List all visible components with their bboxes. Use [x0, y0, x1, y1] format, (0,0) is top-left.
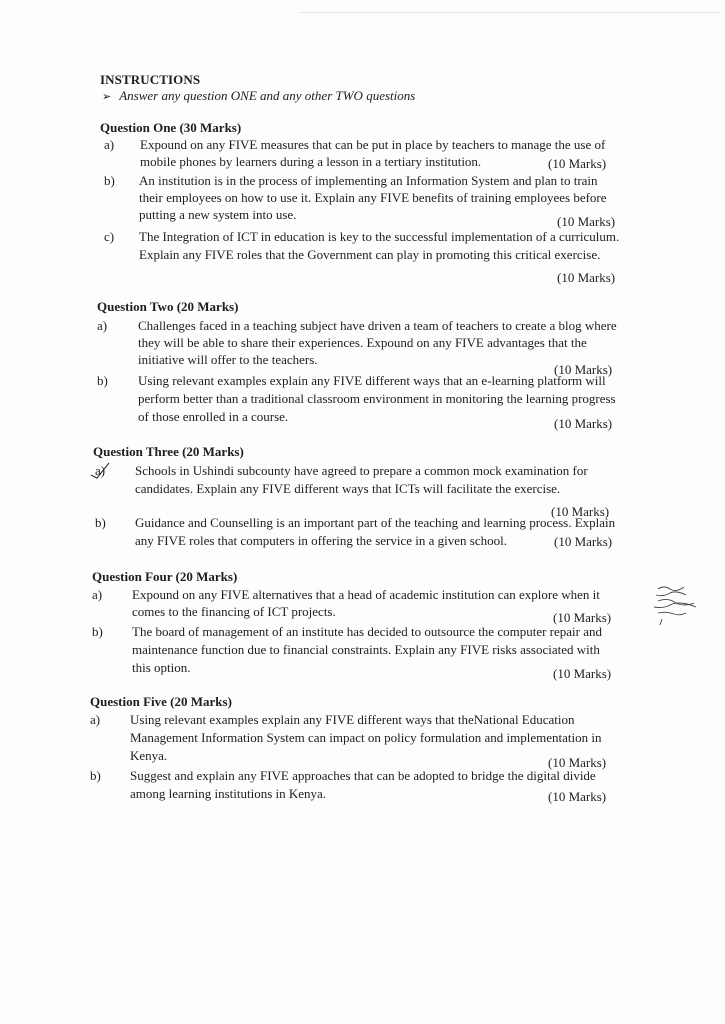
part-line: Expound on any FIVE measures that can be put in place by teachers to manage the use of — [140, 137, 606, 152]
part-line: Guidance and Counselling is an important part of the teaching and learning process. Explain — [135, 515, 616, 530]
part-line: initiative will offer to the teachers. — [138, 352, 318, 367]
part-line: putting a new system into use. — [139, 207, 297, 222]
part-line: Challenges faced in a teaching subject have driven a team of teachers to create a blog where — [138, 318, 617, 333]
part-label: a) — [97, 318, 108, 333]
scan-edge-line — [300, 12, 720, 13]
marks-label: (10 Marks) — [557, 214, 616, 229]
part-line: perform better than a traditional classroom environment in monitoring the learning progress — [138, 391, 616, 406]
part-line: Expound on any FIVE alternatives that a head of academic institution can explore when it — [132, 587, 600, 602]
question-three-heading: Question Three (20 Marks) — [93, 444, 244, 459]
part-line: among learning institutions in Kenya. — [130, 786, 327, 801]
marks-label: (10 Marks) — [554, 362, 613, 377]
handwritten-margin-note — [652, 583, 700, 627]
part-label: c) — [104, 229, 115, 244]
part-line: An institution is in the process of implementing an Information System and plan to train — [139, 173, 598, 188]
part-line: comes to the financing of ICT projects. — [132, 604, 336, 619]
part-label: b) — [104, 173, 115, 188]
marks-label: (10 Marks) — [548, 755, 607, 770]
question-four-heading: Question Four (20 Marks) — [92, 569, 238, 584]
part-line: this option. — [132, 660, 191, 675]
part-line: any FIVE roles that computers in offering the service in a given school. — [135, 533, 507, 548]
part-line: Explain any FIVE roles that the Government can play in promoting this critical exercise. — [139, 247, 601, 262]
marks-label: (10 Marks) — [551, 504, 610, 519]
marks-label: (10 Marks) — [548, 156, 607, 171]
question-two-heading: Question Two (20 Marks) — [97, 299, 239, 314]
part-line: Schools in Ushindi subcounty have agreed to prepare a common mock examination for — [135, 463, 588, 478]
part-label: a) — [104, 137, 115, 152]
part-label: a) — [95, 463, 106, 478]
part-label: b) — [92, 624, 103, 639]
part-line: they will be able to share their experiences. Expound on any FIVE advantages that the — [138, 335, 587, 350]
part-line: Using relevant examples explain any FIVE different ways that theNational Education — [130, 712, 575, 727]
part-line: Management Information System can impact on policy formulation and implementation in — [130, 730, 602, 745]
part-line: candidates. Explain any FIVE different ways that ICTs will facilitate the exercise. — [135, 481, 561, 496]
marks-label: (10 Marks) — [553, 610, 612, 625]
handwritten-tick-mark — [89, 461, 111, 479]
part-line: mobile phones by learners during a lesson in a tertiary institution. — [140, 154, 482, 169]
marks-label: (10 Marks) — [548, 789, 607, 804]
instructions-title: INSTRUCTIONS — [100, 72, 201, 87]
part-line: their employees on how to use it. Explain any FIVE benefits of training employees before — [139, 190, 607, 205]
instructions-text: Answer any question ONE and any other TWO questions — [119, 88, 416, 103]
marks-label: (10 Marks) — [557, 270, 616, 285]
instructions-line — [102, 88, 415, 104]
part-line: maintenance function due to financial constraints. Explain any FIVE risks associated with — [132, 642, 600, 657]
part-label: a) — [92, 587, 103, 602]
part-line: Suggest and explain any FIVE approaches that can be adopted to bridge the digital divide — [130, 768, 596, 783]
part-line: The Integration of ICT in education is key to the successful implementation of a curriculum. — [139, 229, 620, 244]
part-line: The board of management of an institute has decided to outsource the computer repair and — [132, 624, 602, 639]
question-one-heading: Question One (30 Marks) — [100, 120, 242, 135]
part-line: Kenya. — [130, 748, 168, 763]
question-five-heading: Question Five (20 Marks) — [90, 694, 232, 709]
marks-label: (10 Marks) — [553, 666, 612, 681]
part-label: b) — [90, 768, 101, 783]
marks-label: (10 Marks) — [554, 534, 613, 549]
part-label: b) — [97, 373, 108, 388]
arrow-bullet-icon: ➢ — [102, 91, 112, 103]
part-label: b) — [95, 515, 106, 530]
marks-label: (10 Marks) — [554, 416, 613, 431]
part-label: a) — [90, 712, 101, 727]
part-line: Using relevant examples explain any FIVE different ways that an e-learning platform will — [138, 373, 606, 388]
part-line: of those enrolled in a course. — [138, 409, 289, 424]
